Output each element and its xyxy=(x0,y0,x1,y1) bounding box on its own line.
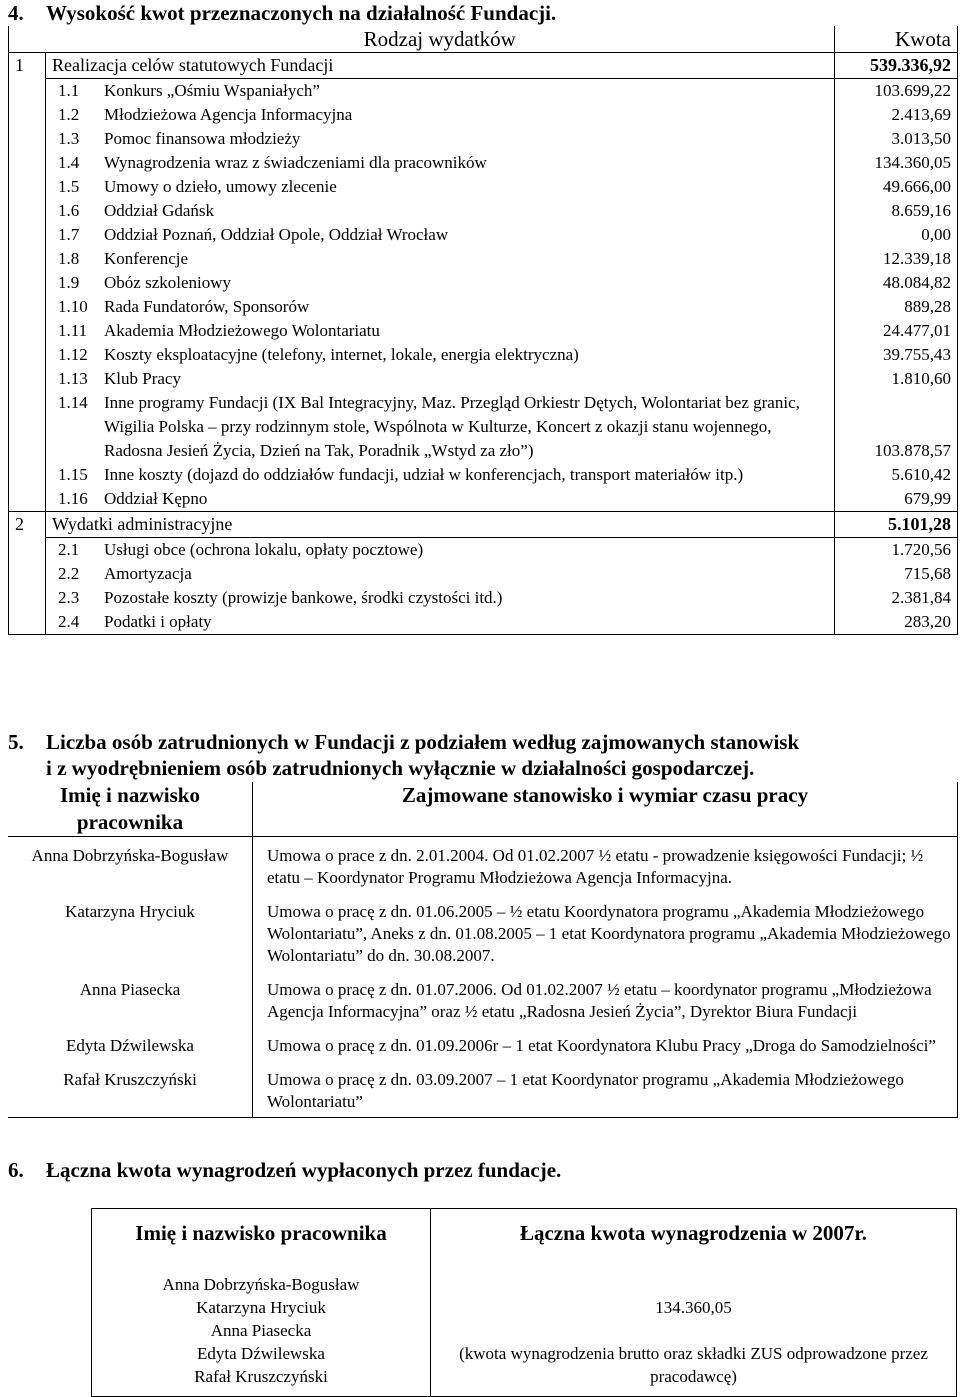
item-label: Inne koszty (dojazd do oddziałów fundacji, udział w konferencjach, transport materiałów itp.) xyxy=(104,465,744,484)
item-row xyxy=(9,295,958,319)
item-number: 2.3 xyxy=(58,588,80,607)
item-label: Obóz szkoleniowy xyxy=(104,273,232,292)
item-label: Pozostałe koszty (prowizje bankowe, środki czystości itd.) xyxy=(104,588,503,607)
item-amount: 39.755,43 xyxy=(835,343,958,367)
item-label: Podatki i opłaty xyxy=(98,610,835,635)
employee-name: Katarzyna Hryciuk xyxy=(8,893,253,971)
item-amount: 134.360,05 xyxy=(835,151,958,175)
item-row xyxy=(9,487,958,512)
employee-name: Edyta Dźwilewska xyxy=(8,1027,253,1061)
item-row xyxy=(9,610,958,635)
item-number: 1.11 xyxy=(58,321,88,340)
item-row xyxy=(9,103,958,127)
section-6-heading xyxy=(8,1157,561,1183)
item-row xyxy=(9,223,958,247)
item-number: 1.9 xyxy=(58,273,80,292)
employee-name: Anna Dobrzyńska-Bogusław xyxy=(8,837,253,894)
item-label: Inne programy Fundacji (IX Bal Integracyjny, Maz. Przegląd Orkiestr Dętych, Wolontariat bez granic, Wigilia Polska – przy rodzinnym stole, Wspólnota w Kulturze, Koncert z okazji stanu wojennego, Radosna Jesień Życia, Dzień na Tak, Poradnik „Wstyd za zło”) xyxy=(104,393,800,460)
group-amount: 539.336,92 xyxy=(835,53,958,79)
item-row xyxy=(9,127,958,151)
item-label: Amortyzacja xyxy=(104,564,192,583)
item-number: 1.1 xyxy=(58,81,80,100)
item-amount: 2.381,84 xyxy=(835,586,958,610)
item-number: 1.14 xyxy=(58,393,88,412)
group-label: Realizacja celów statutowych Fundacji xyxy=(46,53,835,79)
employee-names-cell xyxy=(92,1265,431,1397)
employee-name: Katarzyna Hryciuk xyxy=(196,1298,326,1317)
salary-note: (kwota wynagrodzenia brutto oraz składki ZUS odprowadzone przez pracodawcę) xyxy=(459,1344,928,1386)
section-title-line1: Liczba osób zatrudnionych w Fundacji z podziałem według zajmowanych stanowisk xyxy=(46,730,800,754)
item-number: 1.3 xyxy=(58,129,80,148)
item-label: Usługi obce (ochrona lokalu, opłaty pocztowe) xyxy=(104,540,424,559)
item-number: 1.5 xyxy=(58,177,80,196)
item-row xyxy=(9,319,958,343)
item-label: Akademia Młodzieżowego Wolontariatu xyxy=(104,321,380,340)
item-amount: 5.610,42 xyxy=(835,463,958,487)
item-amount: 8.659,16 xyxy=(835,199,958,223)
employee-name: Anna Dobrzyńska-Bogusław xyxy=(162,1275,360,1294)
group-row xyxy=(9,512,958,538)
item-label: Młodzieżowa Agencja Informacyjna xyxy=(104,105,353,124)
employee-row xyxy=(8,971,958,1027)
item-row xyxy=(9,199,958,223)
item-amount: 49.666,00 xyxy=(835,175,958,199)
expenses-table xyxy=(8,26,958,635)
group-number: 1 xyxy=(9,53,46,79)
item-number: 1.8 xyxy=(58,249,80,268)
item-label: Oddział Kępno xyxy=(104,489,208,508)
header-total-salary: Łączna kwota wynagrodzenia w 2007r. xyxy=(519,1221,868,1245)
item-row xyxy=(9,79,958,104)
section-title: Wysokość kwot przeznaczonych na działalność Fundacji. xyxy=(46,1,557,25)
item-number: 1.2 xyxy=(58,105,80,124)
item-amount: 2.413,69 xyxy=(835,103,958,127)
item-amount: 12.339,18 xyxy=(835,247,958,271)
employee-row xyxy=(8,1061,958,1118)
header-employee-name: Imię i nazwisko pracownika xyxy=(92,1209,431,1266)
item-label: Klub Pracy xyxy=(104,369,181,388)
item-label: Wynagrodzenia wraz z świadczeniami dla pracowników xyxy=(104,153,487,172)
employees-table xyxy=(8,782,958,1118)
salaries-table xyxy=(91,1208,957,1397)
item-row xyxy=(9,271,958,295)
employee-position: Umowa o pracę z dn. 01.07.2006. Od 01.02.2007 ½ etatu – koordynator programu „Młodzieżowa Agencja Informacyjna” oraz ½ etatu „Radosna Jesień Życia”, Dyrektor Biura Fundacji xyxy=(253,971,958,1027)
header-position: Zajmowane stanowisko i wymiar czasu pracy xyxy=(253,782,958,837)
item-amount: 715,68 xyxy=(835,562,958,586)
item-row xyxy=(9,538,958,563)
item-row xyxy=(9,367,958,391)
total-salary-amount: 134.360,05 xyxy=(655,1298,732,1317)
employee-row xyxy=(8,893,958,971)
item-label: Koszty eksploatacyjne (telefony, internet, lokale, energia elektryczna) xyxy=(104,345,579,364)
item-number: 2.1 xyxy=(58,540,80,559)
salary-cell xyxy=(431,1265,957,1397)
item-number: 1.10 xyxy=(58,297,88,316)
item-number: 1.6 xyxy=(58,201,80,220)
header-employee-name: Imię i nazwisko pracownika xyxy=(8,782,253,837)
section-4-heading xyxy=(8,0,556,26)
employee-position: Umowa o prace z dn. 2.01.2004. Od 01.02.2007 ½ etatu - prowadzenie księgowości Fundacji; ½ etatu – Koordynator Programu Młodzieżowa Agencja Informacyjna. xyxy=(253,837,958,894)
item-number: 1.7 xyxy=(58,225,80,244)
item-number: 2.2 xyxy=(58,564,80,583)
section-title: Łączna kwota wynagrodzeń wypłaconych przez fundacje. xyxy=(46,1158,562,1182)
header-expense-type: Rodzaj wydatków xyxy=(46,26,835,53)
group-number: 2 xyxy=(9,512,46,538)
item-row xyxy=(9,247,958,271)
employee-position: Umowa o pracę z dn. 01.09.2006r – 1 etat Koordynatora Klubu Pracy „Droga do Samodzielności” xyxy=(253,1027,958,1061)
employee-name: Edyta Dźwilewska xyxy=(197,1344,325,1363)
item-amount: 3.013,50 xyxy=(835,127,958,151)
item-label: Konkurs „Ośmiu Wspaniałych” xyxy=(104,81,320,100)
section-title-line2: i z wyodrębnieniem osób zatrudnionych wyłącznie w działalności gospodarczej. xyxy=(46,756,755,780)
employee-position: Umowa o pracę z dn. 03.09.2007 – 1 etat Koordynator programu „Akademia Młodzieżowego Wolontariatu” xyxy=(253,1061,958,1118)
section-number: 5. xyxy=(8,730,24,754)
item-row xyxy=(9,151,958,175)
employee-row xyxy=(8,837,958,894)
item-amount: 1.810,60 xyxy=(835,367,958,391)
group-label: Wydatki administracyjne xyxy=(46,512,835,538)
section-number: 6. xyxy=(8,1158,24,1182)
item-label: Oddział Gdańsk xyxy=(104,201,215,220)
employee-name: Anna Piasecka xyxy=(8,971,253,1027)
item-amount: 1.720,56 xyxy=(835,538,958,563)
item-number: 1.15 xyxy=(58,465,88,484)
item-amount: 48.084,82 xyxy=(835,271,958,295)
item-amount: 103.878,57 xyxy=(835,391,958,463)
employee-row xyxy=(8,1027,958,1061)
section-5-heading xyxy=(8,729,799,755)
section-number: 4. xyxy=(8,1,24,25)
item-amount: 679,99 xyxy=(835,487,958,512)
section-5-heading-line2 xyxy=(8,755,754,781)
item-label: Umowy o dzieło, umowy zlecenie xyxy=(104,177,337,196)
item-amount: 889,28 xyxy=(835,295,958,319)
group-row xyxy=(9,53,958,79)
item-amount: 24.477,01 xyxy=(835,319,958,343)
item-label: Oddział Poznań, Oddział Opole, Oddział Wrocław xyxy=(104,225,449,244)
item-number: 2.4 xyxy=(46,610,99,635)
item-amount: 283,20 xyxy=(835,610,958,635)
item-row xyxy=(9,175,958,199)
item-number: 1.13 xyxy=(58,369,88,388)
item-row xyxy=(9,463,958,487)
header-amount: Kwota xyxy=(835,26,958,53)
item-row xyxy=(9,391,958,463)
item-label: Pomoc finansowa młodzieży xyxy=(104,129,301,148)
employee-position: Umowa o pracę z dn. 01.06.2005 – ½ etatu Koordynatora programu „Akademia Młodzieżowego Wolontariatu”, Aneks z dn. 01.08.2005 – 1 etat Koordynatora programu „Akademia Młodzieżowego Wolontariatu” do dn. 30.08.2007. xyxy=(253,893,958,971)
group-amount: 5.101,28 xyxy=(835,512,958,538)
item-row xyxy=(9,586,958,610)
item-label: Rada Fundatorów, Sponsorów xyxy=(104,297,310,316)
employee-name: Anna Piasecka xyxy=(210,1321,312,1340)
item-row xyxy=(9,562,958,586)
item-amount: 0,00 xyxy=(835,223,958,247)
employee-name: Rafał Kruszczyński xyxy=(8,1061,253,1118)
item-number: 1.12 xyxy=(58,345,88,364)
item-row xyxy=(9,343,958,367)
item-number: 1.4 xyxy=(58,153,80,172)
item-label: Konferencje xyxy=(104,249,189,268)
item-amount: 103.699,22 xyxy=(835,79,958,104)
employee-name: Rafał Kruszczyński xyxy=(194,1367,328,1386)
item-number: 1.16 xyxy=(58,489,88,508)
